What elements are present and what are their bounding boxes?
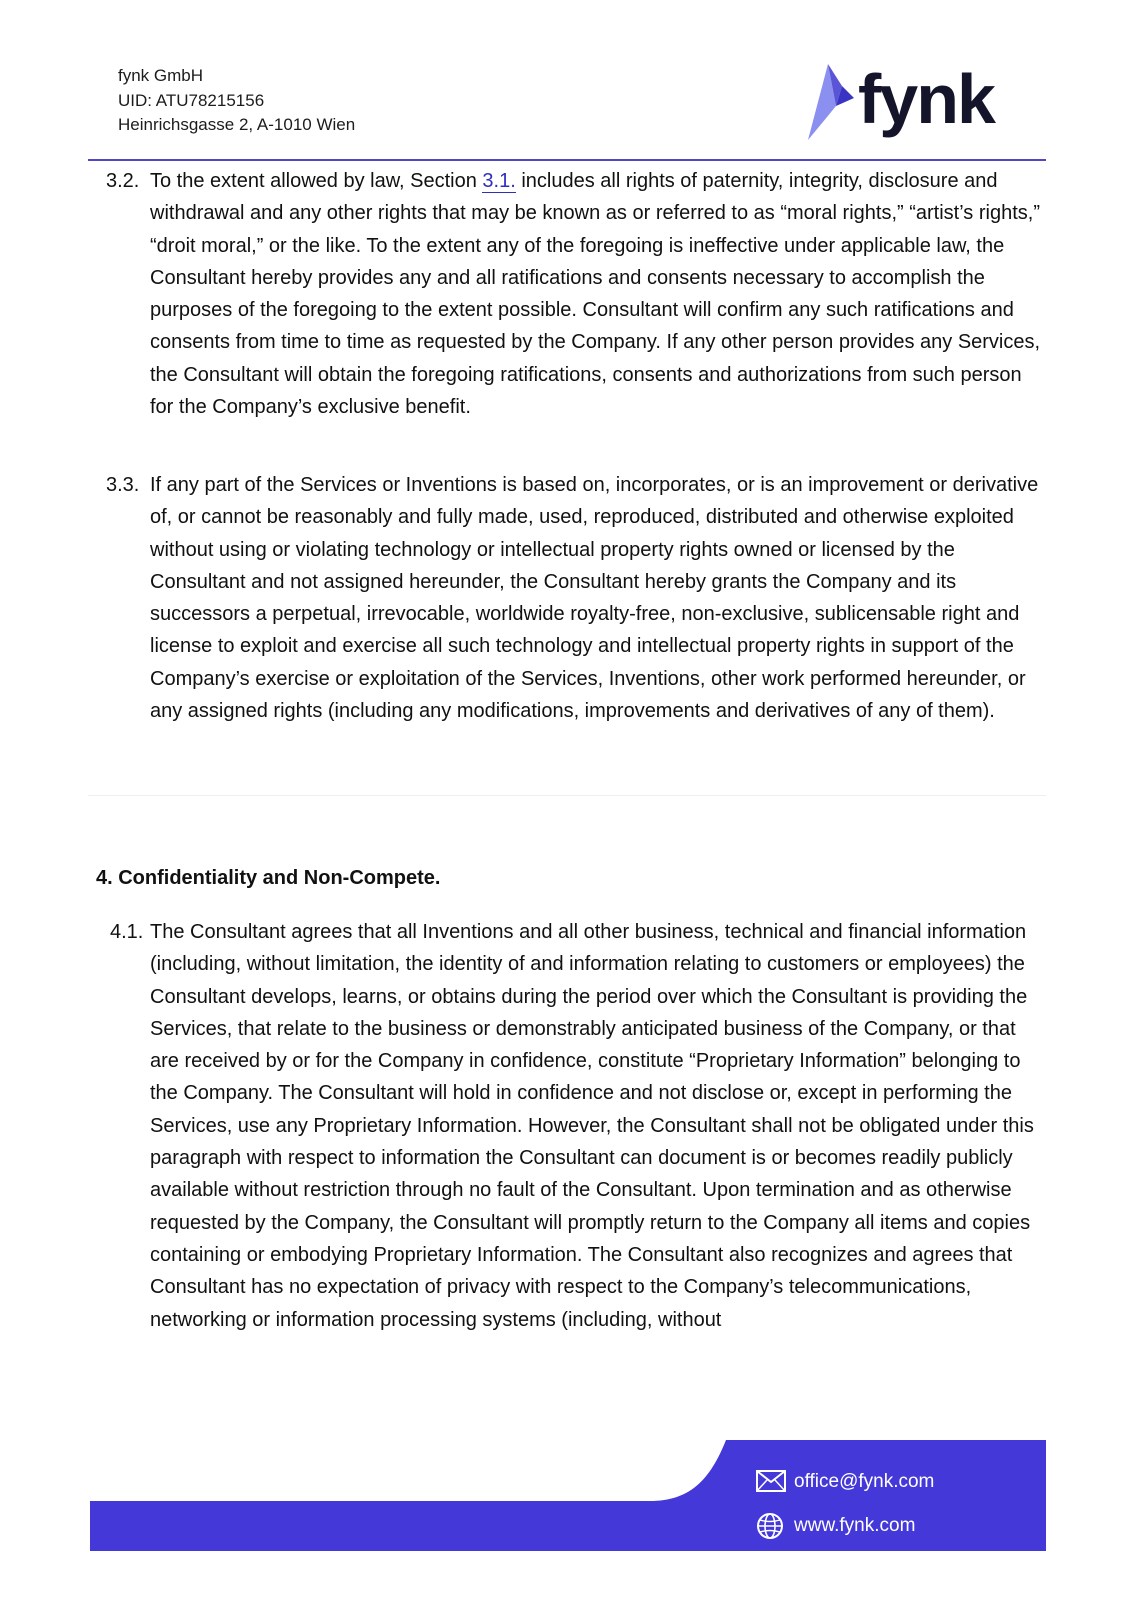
clause-text: To the extent allowed by law, Section [150,170,483,192]
company-address: Heinrichsgasse 2, A-1010 Wien [118,115,356,134]
clause-text: The Consultant agrees that all Inventions and all other business, technical and financial information (including, without limitation, the identity of and information relating to customers or employees) the Consultant develops, learns, or obtains during the period over which the Consultant is providing the Services, that relate to the business or demonstrably anticipated business of the Company, or that are received by or for the Company in confidence, constitute “Proprietary Information” belonging to the Company. The Consultant will hold in confidence and not disclose or, except in performing the Services, use any Proprietary Information. However, the Consultant shall not be obligated under this paragraph with respect to information the Consultant can document is or becomes readily publicly available without restriction through no fault of the Consultant. Upon termination and as otherwise requested by the Company, the Consultant will promptly return to the Company all items and copies containing or embodying Proprietary Information. The Consultant also recognizes and agrees that Consultant has no expectation of privacy with respect to the Company’s telecommunications, networking or information processing systems (including, without [150,921,1034,1331]
company-uid: UID: ATU78215156 [118,90,265,110]
clause-number: 4.1. [110,921,144,943]
footer-band [90,1440,1046,1551]
clause-text-continued: includes all rights of paternity, integrity, disclosure and withdrawal and any other rights that may be known as or referred to as “moral rights,” “artist’s rights,” “droit moral,” or the like. To the extent any of the foregoing is ineffective under applicable law, the Consultant hereby provides any and all ratifications and consents necessary to accomplish the purposes of the foregoing to the extent possible. Consultant will confirm any such ratifications and consents from time to time as requested by the Company. If any other person provides any Services, the Consultant will obtain the foregoing ratifications, consents and authorizations from such person for the Company’s exclusive benefit. [150,170,1041,419]
company-info [118,64,355,138]
header-rule [88,159,1046,161]
company-name: fynk GmbH [118,66,204,85]
clause-4-1 [98,916,1048,1336]
envelope-icon [756,1470,786,1492]
fynk-logo [806,62,1006,144]
section-heading: 4. Confidentiality and Non-Compete. [96,867,441,889]
section-divider [88,795,1046,796]
website-text: www.fynk.com [794,1515,916,1536]
email-text: office@fynk.com [794,1471,935,1492]
logo-wordmark: fynk [858,60,994,138]
clause-3-2 [98,165,1048,423]
bird-logo-icon [806,62,866,142]
globe-icon [756,1512,784,1540]
clause-text: If any part of the Services or Inventions is based on, incorporates, or is an improvement or derivative of, or cannot be reasonably and fully made, used, reproduced, distributed and otherwise exploited without using or violating technology or intellectual property rights owned or licensed by the Consultant and not assigned hereunder, the Consultant hereby grants the Company and its successors a perpetual, irrevocable, worldwide royalty-free, non-exclusive, sublicensable right and license to exploit and exercise all such technology and intellectual property rights in support of the Company’s exercise or exploitation of the Services, Inventions, other work performed hereunder, or any assigned rights (including any modifications, improvements and derivatives of any of them). [150,474,1039,723]
clause-number: 3.2. [106,170,140,192]
clause-3-3 [98,469,1048,727]
clause-number: 3.3. [106,474,140,496]
section-reference-link[interactable]: 3.1. [482,170,516,192]
